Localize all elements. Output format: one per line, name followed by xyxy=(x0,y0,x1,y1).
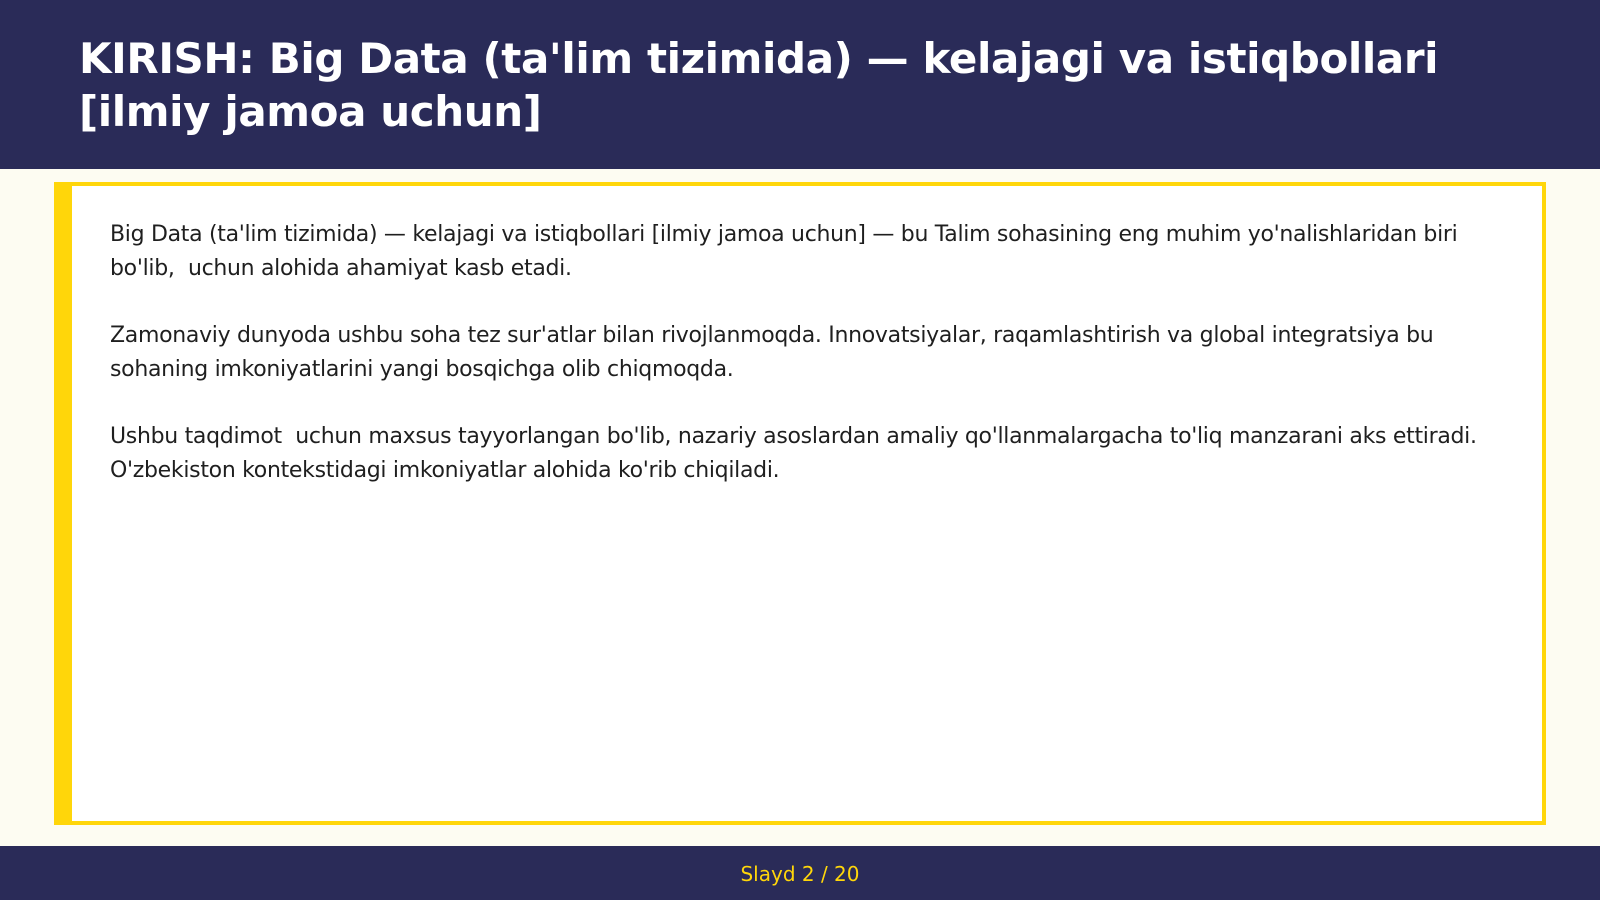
slide-header xyxy=(0,0,1600,169)
slide-counter: Slayd 2 / 20 xyxy=(740,862,860,886)
slide-footer xyxy=(0,846,1600,900)
paragraph-modern-world: Zamonaviy dunyoda ushbu soha tez sur'atlar bilan rivojlanmoqda. Innovatsiyalar, raqamlashtirish va global integratsiya bu sohaning imkoniyatlarini yangi bosqichga olib chiqmoqda. xyxy=(110,323,1441,382)
slide-title: KIRISH: Big Data (ta'lim tizimida) — kelajagi va istiqbollari [ilmiy jamoa uchun] xyxy=(79,34,1439,136)
paragraph-presentation-scope: Ushbu taqdimot uchun maxsus tayyorlangan bo'lib, nazariy asoslardan amaliy qo'llanmalargacha to'liq manzarani aks ettiradi. O'zbekiston kontekstidagi imkoniyatlar alohida ko'rib chiqiladi. xyxy=(110,424,1484,483)
content-panel xyxy=(54,182,1546,825)
content-body xyxy=(110,218,1500,521)
paragraph-intro: Big Data (ta'lim tizimida) — kelajagi va istiqbollari [ilmiy jamoa uchun] — bu Talim sohasining eng muhim yo'nalishlaridan biri bo'lib, uchun alohida ahamiyat kasb etadi. xyxy=(110,222,1465,281)
